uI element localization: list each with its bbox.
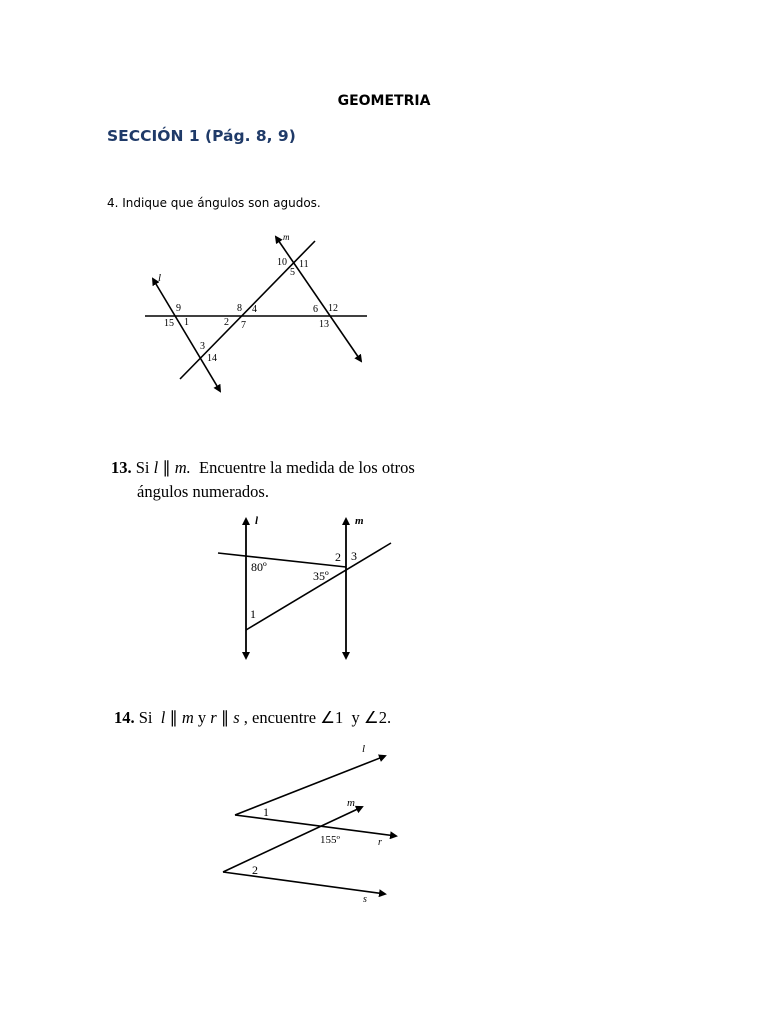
angle-155: 155º (320, 834, 340, 846)
line-r (235, 815, 396, 836)
angle-label-1: 1 (184, 317, 189, 328)
angle-label-5: 5 (290, 267, 295, 278)
angle-label-11: 11 (299, 259, 309, 270)
problem-14-parallel-2: ∥ (220, 708, 230, 727)
label-l: l (362, 743, 366, 755)
problem-13-l: l (153, 458, 159, 477)
problem-14-m: m (181, 708, 194, 727)
problem-14-r: r (210, 708, 217, 727)
problem-14-y-1: y (197, 708, 207, 727)
problem-13-number: 13. (111, 458, 132, 477)
angle-label-8: 8 (237, 303, 242, 314)
label-m: m (283, 232, 290, 242)
line-s (223, 872, 385, 894)
angle-35: 35º (313, 569, 329, 583)
label-m: m (347, 797, 355, 809)
problem-14-l: l (160, 708, 166, 727)
problem-13-m: m. (174, 458, 191, 477)
problem-13-statement-line2: ángulos numerados. (137, 482, 269, 501)
angle-label-9: 9 (176, 303, 181, 314)
problem-14-parallel-1: ∥ (169, 708, 178, 727)
angle-3: 3 (351, 549, 357, 563)
angle-label-10: 10 (277, 257, 287, 268)
angle-2: 2 (335, 550, 341, 564)
problem-14-period: . (386, 708, 392, 727)
problem-14-number: 14. (114, 708, 135, 727)
label-r: r (378, 837, 382, 848)
angle-label-2: 2 (224, 317, 229, 328)
label-s: s (363, 894, 367, 905)
problem-13-text: Encuentre la medida de los otros (199, 458, 415, 477)
problem-14-angle-2: ∠2 (363, 708, 387, 727)
section-heading: SECCIÓN 1 (Pág. 8, 9) (107, 127, 296, 145)
angle-label-14: 14 (207, 353, 217, 364)
problem-14-find: , encuentre (243, 708, 317, 727)
line-l (235, 756, 385, 815)
problem-14-s: s (233, 708, 240, 727)
angle-label-4: 4 (252, 304, 257, 315)
problem-13-si: Si (135, 458, 150, 477)
label-m: m (355, 515, 364, 527)
problem-14-angle-1: ∠1 (320, 708, 344, 727)
angle-label-7: 7 (241, 320, 246, 331)
document-title: GEOMETRIA (337, 93, 431, 109)
angle-1: 1 (263, 805, 269, 819)
angle-80: 80º (251, 560, 267, 574)
angle-2: 2 (252, 863, 258, 877)
angle-label-12: 12 (328, 303, 338, 314)
label-l: l (158, 272, 162, 284)
problem-14-y-2: y (351, 708, 360, 727)
angle-label-13: 13 (319, 319, 329, 330)
angle-label-6: 6 (313, 304, 318, 315)
angle-label-3: 3 (200, 341, 205, 352)
angle-1: 1 (250, 607, 256, 621)
label-l: l (255, 515, 259, 527)
angle-label-15: 15 (164, 318, 174, 329)
problem-14-si: Si (138, 708, 153, 727)
problem-4-text: 4. Indique que ángulos son agudos. (107, 196, 321, 210)
problem-13-parallel: ∥ (162, 458, 171, 477)
